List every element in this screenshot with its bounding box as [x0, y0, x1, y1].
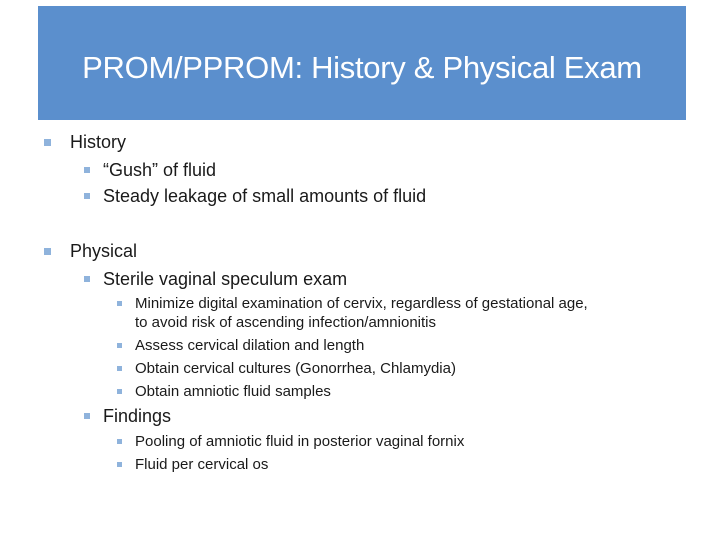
findings-item-pooling: Pooling of amniotic fluid in posterior vaginal fornix	[135, 433, 465, 450]
findings-item-cervical-os: Fluid per cervical os	[135, 456, 269, 473]
bullet-square-icon	[117, 366, 122, 371]
bullet-square-icon	[117, 462, 122, 467]
bullet-square-icon	[84, 193, 90, 199]
bullet-square-icon	[44, 139, 51, 146]
bullet-square-icon	[117, 439, 122, 444]
history-heading: History	[70, 132, 127, 152]
bullet-square-icon	[117, 301, 122, 306]
history-item-gush: “Gush” of fluid	[103, 160, 217, 180]
speculum-item-dilation: Assess cervical dilation and length	[135, 337, 365, 354]
bullet-square-icon	[117, 343, 122, 348]
findings-label: Findings	[103, 406, 172, 426]
speculum-exam-label: Sterile vaginal speculum exam	[103, 269, 348, 289]
physical-heading: Physical	[70, 241, 138, 261]
bullet-square-icon	[84, 276, 90, 282]
slide-title: PROM/PPROM: History & Physical Exam	[82, 50, 642, 85]
speculum-item-minimize-line1: Minimize digital examination of cervix, regardless of gestational age,	[135, 295, 588, 312]
bullet-square-icon	[44, 248, 51, 255]
speculum-item-samples: Obtain amniotic fluid samples	[135, 383, 331, 400]
bullet-square-icon	[84, 167, 90, 173]
speculum-item-minimize-line2: to avoid risk of ascending infection/amnionitis	[135, 314, 436, 331]
speculum-item-cultures: Obtain cervical cultures (Gonorrhea, Chlamydia)	[135, 360, 456, 377]
bullet-square-icon	[117, 389, 122, 394]
bullet-square-icon	[84, 413, 90, 419]
history-item-leakage: Steady leakage of small amounts of fluid	[103, 186, 427, 206]
